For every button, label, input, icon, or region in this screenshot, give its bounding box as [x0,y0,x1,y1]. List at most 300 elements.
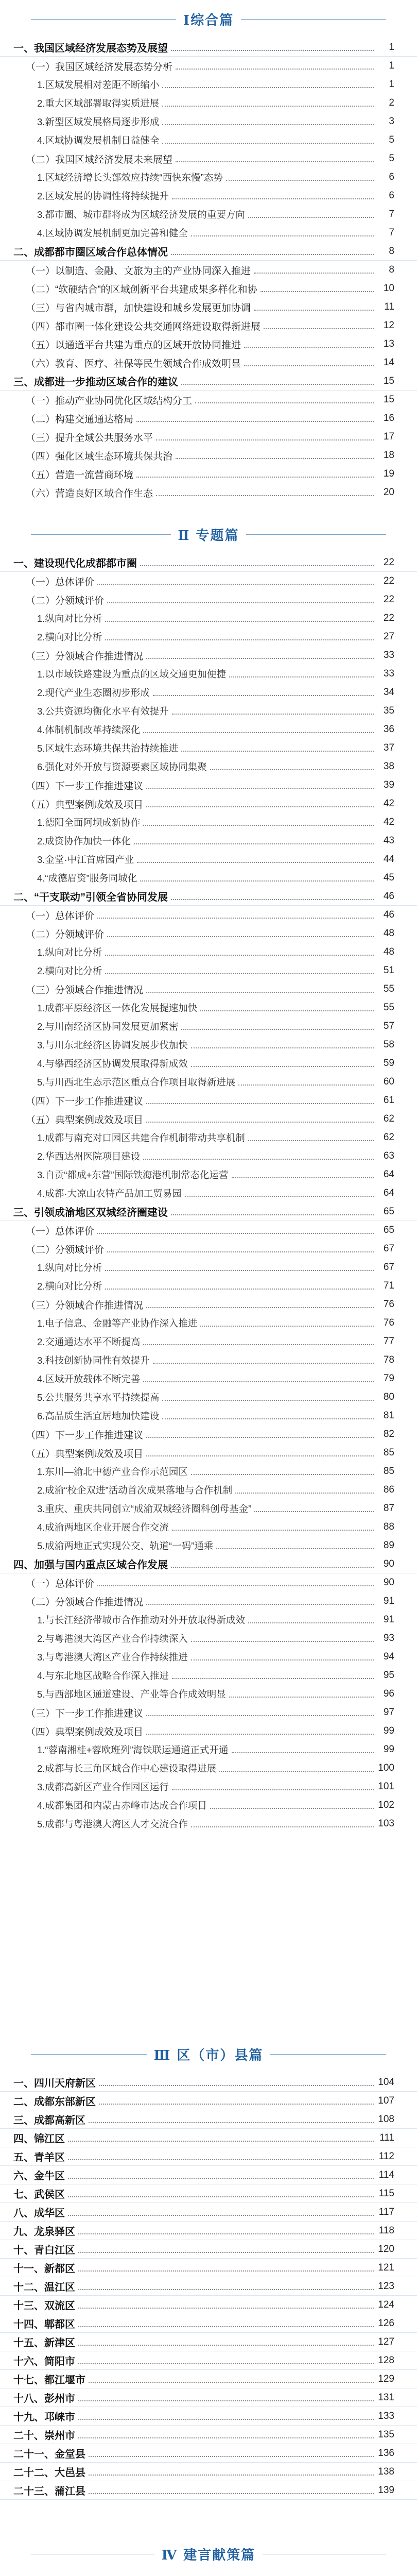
dot-leader [181,384,374,385]
toc-entry[interactable] [0,2296,417,2314]
toc-entry-title: 3.重庆、重庆共同创立“成渝双城经济圈科创母基金” [37,1503,252,1514]
toc-entry-page-number: 91 [383,1614,394,1625]
toc-entry[interactable] [0,2351,417,2370]
toc-entry-title: 1.电子信息、金融等产业协作深入推进 [37,1318,198,1329]
toc-entry[interactable] [0,1796,417,1815]
dot-leader [97,918,374,919]
toc-entry-page-number: 76 [383,1317,394,1328]
toc-entry-page-number: 63 [383,1150,394,1161]
toc-entry[interactable] [0,2463,417,2481]
toc-entry[interactable] [0,1184,417,1202]
toc-entry[interactable] [0,2481,417,2500]
toc-entry-page-number: 20 [383,487,394,498]
toc-entry[interactable] [0,205,417,224]
toc-entry[interactable] [0,1685,417,1703]
toc-entry-title: 2.成都与长三角区域合作中心建设取得进展 [37,1763,217,1774]
toc-entry-title: 四、锦江区 [13,2133,65,2145]
dot-leader [146,1455,374,1456]
toc-entry-page-number: 99 [383,1725,394,1736]
toc-entry[interactable] [0,1295,417,1314]
dot-leader [156,495,374,496]
dot-leader [172,198,374,199]
toc-entry-title: 1.区域经济增长头部效应持续“西快东慢”态势 [37,172,223,183]
toc-entry[interactable] [0,279,417,298]
toc-entry[interactable] [0,1536,417,1555]
toc-entry[interactable] [0,628,417,646]
toc-entry[interactable] [0,409,417,428]
toc-entry[interactable] [0,943,417,961]
toc-entry[interactable] [0,1573,417,1592]
toc-entry[interactable] [0,961,417,980]
toc-entry-page-number: 93 [383,1633,394,1643]
toc-entry-title: （三）提升全域公共服务水平 [26,432,153,444]
toc-entry-title: 九、龙泉驿区 [13,2226,75,2238]
dot-leader [171,50,374,51]
toc-entry[interactable] [0,2166,417,2184]
toc-entry[interactable] [0,813,417,832]
toc-entry[interactable] [0,998,417,1017]
toc-entry-title: 六、金牛区 [13,2171,65,2182]
toc-entry-page-number: 123 [378,2280,394,2292]
toc-entry-title: 1.以市域铁路建设为重点的区域交通更加便捷 [37,669,226,680]
toc-entry-page-number: 42 [383,817,394,827]
toc-entry-title: （四）下一步工作推进建议 [26,1430,144,1441]
toc-entry[interactable] [0,2240,417,2259]
toc-entry-page-number: 42 [383,798,394,809]
toc-entry[interactable] [0,1555,417,1573]
toc-entry-title: 1.东川—渝北中德产业合作示范园区 [37,1466,188,1477]
toc-entry-title: 2.横向对比分析 [37,632,102,642]
toc-entry-page-number: 6 [389,190,394,201]
toc-entry[interactable] [0,353,417,372]
toc-entry-page-number: 94 [383,1651,394,1662]
toc-entry-title: 1.成都与南充对口园区共建合作机制带动共享机制 [37,1132,245,1143]
toc-entry-page-number: 37 [383,742,394,753]
dot-leader [134,843,374,844]
dot-leader [195,402,374,403]
part-header-p2 [0,515,417,553]
dot-leader [171,899,374,900]
toc-entry[interactable] [0,1147,417,1165]
toc-entry-page-number: 136 [378,2447,394,2459]
dot-leader [254,273,374,274]
toc-entry-title: 3.成都高新区产业合作园区运行 [37,1782,169,1792]
toc-entry-title: 三、成都高新区 [13,2115,85,2126]
toc-entry-title: 一、我国区域经济发展态势及展望 [13,43,168,54]
dot-leader [97,584,374,585]
toc-entry-title: 十一、新都区 [13,2263,75,2275]
dot-leader [68,2141,374,2142]
dot-leader [235,1493,374,1494]
dot-leader [136,421,374,422]
toc-entry[interactable] [0,316,417,335]
toc-entry[interactable] [0,298,417,316]
toc-entry-title: （二）分领域评价 [26,595,105,606]
dot-leader [264,328,374,329]
toc-entry[interactable] [0,335,417,353]
toc-entry[interactable] [0,261,417,279]
dot-leader [181,751,374,752]
dot-leader [191,1826,374,1827]
toc-entry[interactable] [0,1202,417,1221]
toc-entry[interactable] [0,149,417,168]
toc-entry[interactable] [0,446,417,465]
toc-entry[interactable] [0,572,417,590]
dot-leader [181,1029,374,1030]
toc-entry-page-number: 91 [383,1596,394,1606]
toc-entry[interactable] [0,1611,417,1629]
toc-entry[interactable] [0,57,417,75]
part-title: Ⅱ 专题篇 [171,525,247,544]
toc-entry-page-number: 1 [389,79,394,90]
toc-entry[interactable] [0,1703,417,1722]
toc-entry[interactable] [0,2333,417,2351]
toc-entry[interactable] [0,2573,417,2576]
toc-entry[interactable] [0,428,417,446]
dot-leader [176,69,374,70]
toc-entry-title: 二十二、大邑县 [13,2467,85,2479]
toc-entry[interactable] [0,465,417,483]
toc-entry[interactable] [0,2110,417,2129]
dot-leader [171,1567,374,1568]
toc-entry-title: 三、引领成渝地区双城经济圈建设 [13,1207,168,1218]
toc-entry[interactable] [0,1592,417,1611]
toc-entry[interactable] [0,832,417,850]
dot-leader [162,143,374,144]
dot-leader [191,1659,374,1660]
part-header-p4 [0,2535,417,2573]
toc-entry[interactable] [0,739,417,757]
toc-entry[interactable] [0,1629,417,1648]
toc-entry-title: 5.区域生态环境共保共治持续推进 [37,743,179,754]
dot-leader [244,365,374,366]
toc-entry-page-number: 71 [383,1280,394,1291]
toc-entry[interactable] [0,1740,417,1759]
toc-entry[interactable] [0,1036,417,1054]
toc-entry[interactable] [0,1444,417,1462]
toc-entry-title: 十六、简阳市 [13,2356,75,2367]
toc-entry-page-number: 121 [378,2262,394,2273]
toc-entry-page-number: 48 [383,928,394,939]
dot-leader [143,1381,374,1382]
toc-entry-page-number: 82 [383,1429,394,1439]
toc-entry[interactable] [0,2426,417,2444]
toc-entry[interactable] [0,2277,417,2296]
toc-entry-page-number: 16 [383,413,394,423]
toc-entry[interactable] [0,391,417,409]
toc-entry-page-number: 33 [383,668,394,679]
toc-entry[interactable] [0,980,417,998]
toc-entry-title: （一）总体评价 [26,1578,95,1589]
toc-entry-page-number: 96 [383,1688,394,1699]
toc-entry-title: 2.成资协作加快一体化 [37,836,131,846]
toc-entry[interactable] [0,850,417,869]
toc-entry[interactable] [0,609,417,628]
toc-entry-page-number: 131 [378,2392,394,2403]
toc-entry-title: （五）典型案例成效及项目 [26,1448,144,1460]
toc-entry-title: 2.重大区域部署取得实质进展 [37,98,160,109]
dot-leader [254,1511,374,1512]
toc-entry-title: 3.金堂·中江首席园产业 [37,854,134,865]
toc-entry-page-number: 104 [378,2076,394,2088]
toc-entry-page-number: 18 [383,450,394,461]
toc-entry-title: 三、成都进一步推动区域合作的建议 [13,377,178,388]
toc-entry[interactable] [0,1481,417,1499]
toc-entry-page-number: 64 [383,1169,394,1180]
toc-entry-title: 十、青白江区 [13,2245,75,2256]
toc-entry[interactable] [0,906,417,924]
toc-entry-page-number: 19 [383,468,394,479]
toc-entry[interactable] [0,94,417,112]
toc-entry[interactable] [0,2092,417,2110]
dot-leader [97,1233,374,1234]
toc-entry-page-number: 65 [383,1225,394,1235]
toc-entry-page-number: 62 [383,1132,394,1143]
dot-leader [153,695,374,696]
toc-entry[interactable] [0,1221,417,1240]
toc-entry-title: 2.交通通达水平不断提高 [37,1336,141,1347]
toc-entry[interactable] [0,242,417,261]
toc-entry[interactable] [0,1369,417,1388]
part-title: Ⅳ 建言献策篇 [154,2545,263,2564]
toc-entry[interactable] [0,553,417,572]
dot-leader [146,806,374,807]
toc-entry-page-number: 120 [378,2243,394,2255]
dot-leader [185,1196,374,1197]
dot-leader [78,2363,374,2364]
toc-entry[interactable] [0,1666,417,1685]
toc-entry[interactable] [0,2370,417,2388]
toc-entry-title: （五）典型案例成效及项目 [26,1114,144,1126]
toc-entry-title: 1.“蓉南湘桂+蓉欧班列”海铁联运通道正式开通 [37,1744,229,1755]
toc-entry[interactable] [0,1351,417,1369]
toc-entry[interactable] [0,2184,417,2203]
toc-entry-title: （四）都市圈一体化建设公共交通网络建设取得新进展 [26,321,261,332]
toc-entry[interactable] [0,1462,417,1481]
toc-entry[interactable] [0,1314,417,1332]
toc-entry[interactable] [0,1388,417,1406]
toc-entry-page-number: 90 [383,1558,394,1569]
toc-entry-title: 4.与攀西经济区协调发展取得新成效 [37,1058,188,1069]
dot-leader [162,106,374,107]
toc-entry[interactable] [0,776,417,794]
toc-entry-page-number: 76 [383,1299,394,1310]
toc-entry[interactable] [0,2259,417,2277]
toc-entry[interactable] [0,794,417,813]
toc-entry-page-number: 62 [383,1113,394,1124]
toc-entry[interactable] [0,2073,417,2092]
toc-entry-title: 4.成渝两地区企业开展合作交流 [37,1522,169,1533]
toc-entry-page-number: 35 [383,705,394,716]
toc-entry[interactable] [0,2147,417,2166]
toc-entry[interactable] [0,1165,417,1184]
toc-entry-page-number: 65 [383,1206,394,1217]
toc-entry-title: 4.成都·大凉山农特产品加工贸易园 [37,1188,182,1199]
toc-entry[interactable] [0,372,417,391]
toc-entry[interactable] [0,483,417,502]
toc-entry-title: 4.体制机制改革持续深化 [37,724,141,735]
dot-leader [78,2345,374,2346]
dot-leader [191,1047,374,1048]
toc-entry-title: 二十三、蒲江县 [13,2486,85,2497]
toc-entry-title: 1.区域发展相对差距不断缩小 [37,79,160,90]
dot-leader [105,1270,374,1271]
dot-leader [146,1715,374,1716]
toc-entry[interactable] [0,1258,417,1277]
toc-entry-title: 一、四川天府新区 [13,2078,96,2089]
toc-entry[interactable] [0,187,417,205]
toc-entry[interactable] [0,683,417,702]
toc-entry[interactable] [0,168,417,187]
toc-entry[interactable] [0,924,417,943]
toc-entry[interactable] [0,75,417,94]
dot-leader [78,2400,374,2401]
toc-entry[interactable] [0,2407,417,2426]
toc-entry[interactable] [0,1777,417,1796]
dot-leader [107,1251,374,1252]
toc-entry-title: （五）典型案例成效及项目 [26,799,144,810]
toc-entry-page-number: 5 [389,153,394,164]
toc-entry-page-number: 5 [389,134,394,145]
dot-leader [172,714,374,715]
dot-leader [260,291,374,292]
toc-entry-page-number: 8 [389,264,394,275]
toc-entry[interactable] [0,1518,417,1536]
toc-entry[interactable] [0,646,417,665]
toc-entry-page-number: 55 [383,984,394,994]
toc-entry-page-number: 58 [383,1039,394,1050]
toc-entry[interactable] [0,224,417,242]
toc-entry-title: 2.与粤港澳大湾区产业合作持续深入 [37,1633,188,1644]
dot-leader [105,973,374,974]
toc-entry[interactable] [0,887,417,906]
toc-entry[interactable] [0,702,417,720]
toc-entry[interactable] [0,1722,417,1740]
toc-entry-title: 5.成都与粤港澳大湾区人才交流合作 [37,1819,188,1829]
toc-entry-title: 6.高品质生活宜居地加快建设 [37,1411,160,1421]
toc-entry[interactable] [0,131,417,149]
dot-leader [105,1289,374,1290]
dot-leader [78,2419,374,2420]
dot-leader [146,1103,374,1104]
dot-leader [176,458,374,459]
toc-entry-title: （五）营造一流营商环境 [26,469,134,481]
toc-entry-page-number: 101 [378,1781,394,1792]
toc-entry-title: 1.纵向对比分析 [37,1262,102,1273]
dot-leader [226,180,374,181]
dot-leader [216,1548,374,1549]
toc-entry-title: 2.区域发展的协调性将持续提升 [37,191,169,201]
toc-entry-page-number: 33 [383,650,394,660]
dot-leader [210,769,374,770]
toc-entry-title: 4.区域协调发展机制日益健全 [37,135,160,146]
toc-entry[interactable] [0,1091,417,1110]
toc-entry-page-number: 22 [383,556,394,568]
toc-entry-title: （四）下一步工作推进建议 [26,1096,144,1107]
toc-entry-title: （一）以制造、金融、文旅为主的产业协同深入推进 [26,265,251,277]
toc-entry-page-number: 81 [383,1410,394,1421]
toc-entry[interactable] [0,1240,417,1258]
toc-entry-title: 3.与川东北经济区协调发展步伐加快 [37,1040,188,1050]
toc-entry[interactable] [0,1277,417,1295]
toc-entry-title: （二）分领域评价 [26,929,105,940]
toc-entry-page-number: 88 [383,1521,394,1532]
toc-entry[interactable] [0,2129,417,2147]
toc-entry-title: （二）分领域评价 [26,1244,105,1256]
toc-entry[interactable] [0,2203,417,2222]
toc-entry[interactable] [0,1128,417,1147]
toc-entry[interactable] [0,1110,417,1128]
toc-entry[interactable] [0,1017,417,1036]
toc-entry-page-number: 57 [383,1021,394,1031]
toc-entry[interactable] [0,2222,417,2240]
toc-entry-title: 1.纵向对比分析 [37,947,102,958]
toc-entry[interactable] [0,1406,417,1425]
toc-entry[interactable] [0,665,417,683]
toc-entry-title: 1.与长江经济带城市合作推动对外开放取得新成效 [37,1615,245,1625]
toc-entry[interactable] [0,2388,417,2407]
dot-leader [105,621,374,622]
toc-entry[interactable] [0,590,417,609]
toc-entry-title: （四）下一步工作推进建议 [26,781,144,792]
toc-entry[interactable] [0,757,417,776]
toc-entry-page-number: 128 [378,2354,394,2366]
toc-entry-page-number: 80 [383,1392,394,1402]
toc-entry-page-number: 133 [378,2410,394,2421]
toc-entry-title: （六）教育、医疗、社保等民生领域合作成效明显 [26,358,241,369]
toc-entry-title: 八、成华区 [13,2208,65,2219]
toc-entry[interactable] [0,112,417,131]
toc-entry-title: 3.自贡“都成+东营”国际铁海港机制常态化运营 [37,1170,229,1180]
toc-entry-page-number: 139 [378,2484,394,2496]
toc-entry[interactable] [0,2444,417,2463]
toc-entry[interactable] [0,38,417,57]
part-header-p3 [0,2035,417,2073]
toc-entry[interactable] [0,720,417,739]
toc-entry-title: （一）推动产业协同优化区域结构分工 [26,395,193,406]
toc-entry-page-number: 102 [378,1800,394,1810]
toc-entry-page-number: 1 [389,41,394,53]
toc-entry[interactable] [0,1759,417,1777]
toc-entry-title: （三）下一步工作推进建议 [26,1708,144,1719]
toc-entry-page-number: 46 [383,890,394,902]
part-title: Ⅰ综合篇 [176,10,241,29]
toc-entry-title: （二）“软硬结合”的区域创新平台共建成果多样化和协 [26,284,257,295]
toc-entry[interactable] [0,1499,417,1518]
toc-entry-page-number: 114 [378,2169,394,2180]
dot-leader [146,658,374,659]
toc-entry-page-number: 11 [384,301,394,312]
toc-entry-title: （一）我国区域经济发展态势分析 [26,61,173,73]
toc-entry[interactable] [0,1815,417,1833]
toc-entry-page-number: 127 [378,2336,394,2347]
dot-leader [200,1010,374,1011]
toc-entry-page-number: 135 [378,2429,394,2440]
toc-entry[interactable] [0,2314,417,2333]
toc-entry[interactable] [0,1054,417,1073]
toc-entry[interactable] [0,869,417,887]
toc-entry-page-number: 15 [383,375,394,386]
toc-entry[interactable] [0,1425,417,1444]
toc-entry-title: 5.公共服务共享水平持续提高 [37,1392,160,1403]
toc-entry[interactable] [0,1648,417,1666]
toc-entry-title: 二、“干支联动”引领全省协同发展 [13,892,168,903]
toc-entry[interactable] [0,1332,417,1351]
toc-entry-page-number: 107 [378,2095,394,2106]
dot-leader [248,1140,374,1141]
toc-entry[interactable] [0,1073,417,1091]
toc-entry-title: 5.与西部地区通道建设、产业等合作成效明显 [37,1689,226,1700]
